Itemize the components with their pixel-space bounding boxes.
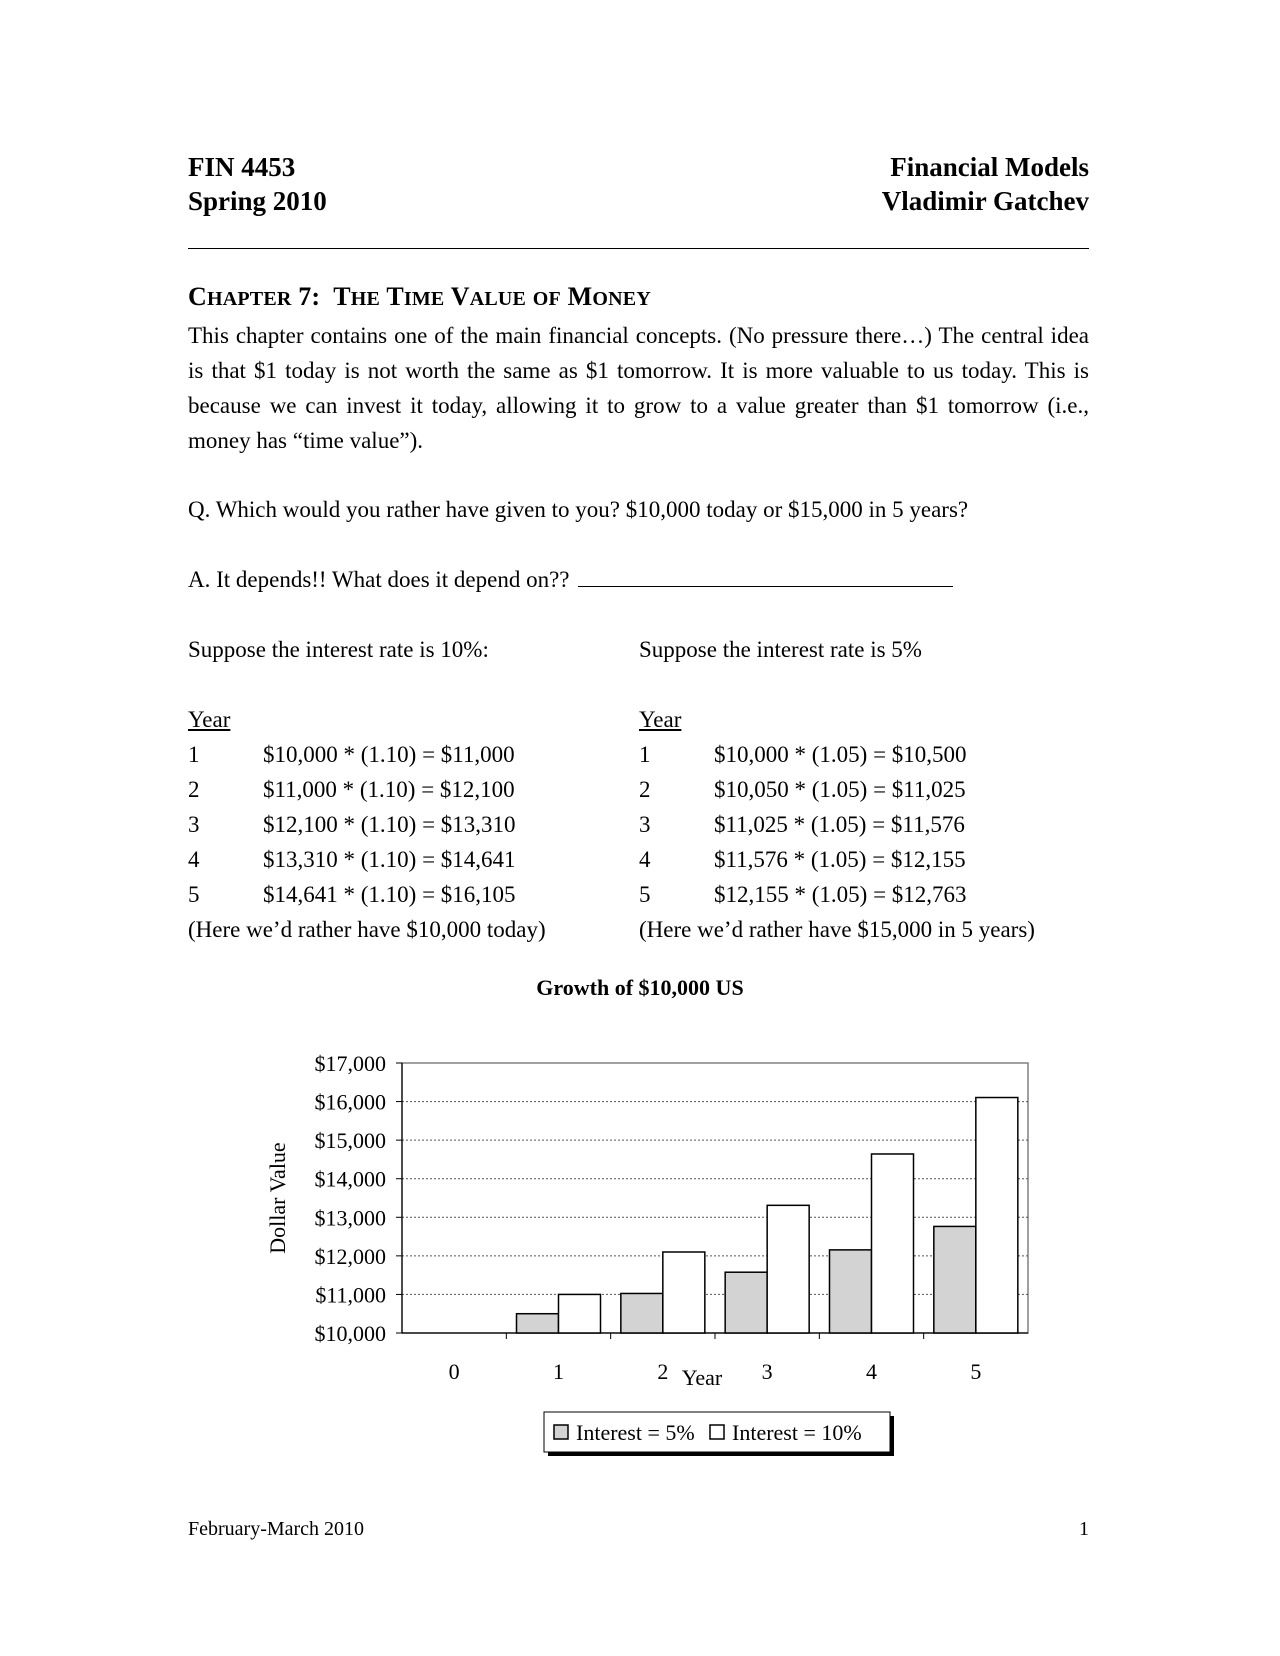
y-tick-label: $10,000 — [314, 1321, 386, 1346]
footer-date: February-March 2010 — [188, 1518, 365, 1540]
x-tick-label: 3 — [761, 1359, 773, 1384]
y-tick-label: $15,000 — [314, 1128, 386, 1154]
year-header: Year — [188, 707, 231, 732]
growth-chart — [0, 1020, 1280, 1480]
bar — [725, 1272, 767, 1333]
x-tick-label: 1 — [553, 1359, 564, 1384]
chapter-title: CHAPTER 7: THE TIME VALUE OF MONEY — [188, 282, 651, 311]
y-tick-label: $14,000 — [314, 1166, 386, 1192]
bar — [934, 1226, 976, 1333]
table-row: 3 $12,100 * (1.10) = $13,310 — [188, 812, 516, 837]
table-row: 4 $11,576 * (1.05) = $12,155 — [639, 847, 966, 872]
bar — [767, 1205, 809, 1333]
table-row: 4 $13,310 * (1.10) = $14,641 — [188, 847, 516, 872]
bar — [621, 1293, 663, 1333]
intro-paragraph: This chapter contains one of the main financial concepts. (No pressure there…) The central idea is that $1 today is not worth the same as $1 tomorrow. It is more valuable to us today. This is because we can invest it today, allowing it to grow to a value greater than $1 tomorrow (i.e., money has “time value”). — [188, 323, 1089, 453]
bar — [559, 1294, 601, 1333]
legend-label: Interest = 5% — [576, 1420, 695, 1445]
table-row: 2 $10,050 * (1.05) = $11,025 — [639, 777, 966, 802]
table-row: 3 $11,025 * (1.05) = $11,576 — [639, 812, 965, 837]
y-tick-label: $17,000 — [314, 1051, 386, 1076]
rate-10-column — [188, 632, 608, 947]
table-row: 5 $12,155 * (1.05) = $12,763 — [639, 882, 967, 907]
bar — [663, 1252, 705, 1333]
x-tick-label: 2 — [657, 1359, 669, 1384]
y-tick-label: $11,000 — [315, 1282, 386, 1308]
table-row: 5 $14,641 * (1.10) = $16,105 — [188, 882, 516, 907]
rate-5-heading: Suppose the interest rate is 5% — [639, 637, 922, 662]
course-code: FIN 4453 — [188, 152, 296, 182]
term: Spring 2010 — [188, 186, 327, 216]
rate-5-column — [639, 632, 1099, 947]
bar — [830, 1250, 872, 1333]
x-tick-label: 0 — [448, 1359, 460, 1384]
bar — [872, 1154, 914, 1333]
y-tick-label: $13,000 — [314, 1205, 386, 1231]
legend-swatch — [554, 1425, 568, 1439]
x-axis-label: Year — [681, 1365, 723, 1390]
x-tick-label: 5 — [970, 1359, 982, 1384]
question: Q. Which would you rather have given to you? $10,000 today or $15,000 in 5 years? — [188, 497, 969, 522]
chart-title: Growth of $10,000 US — [536, 975, 744, 1000]
y-tick-label: $16,000 — [314, 1089, 386, 1115]
table-row: 1 $10,000 * (1.10) = $11,000 — [188, 742, 515, 767]
y-axis-label: Dollar Value — [265, 1142, 290, 1254]
table-row: 2 $11,000 * (1.10) = $12,100 — [188, 777, 515, 802]
table-row: 1 $10,000 * (1.05) = $10,500 — [639, 742, 967, 767]
legend-label: Interest = 10% — [732, 1420, 862, 1445]
rate-5-note: (Here we’d rather have $15,000 in 5 years) — [639, 917, 1035, 942]
answer-line — [188, 562, 953, 597]
instructor: Vladimir Gatchev — [881, 186, 1089, 216]
course-name: Financial Models — [890, 152, 1089, 182]
rate-10-note: (Here we’d rather have $10,000 today) — [188, 917, 546, 942]
bar — [517, 1314, 559, 1333]
header-divider — [188, 248, 1089, 249]
y-tick-label: $12,000 — [314, 1243, 386, 1269]
answer-blank — [578, 564, 953, 587]
year-header: Year — [639, 707, 682, 732]
page-number: 1 — [1079, 1518, 1089, 1540]
rate-10-heading: Suppose the interest rate is 10%: — [188, 637, 489, 662]
bar — [976, 1098, 1018, 1333]
x-tick-label: 4 — [866, 1359, 877, 1384]
answer: A. It depends!! What does it depend on?? — [188, 567, 570, 592]
legend-swatch — [710, 1425, 724, 1439]
